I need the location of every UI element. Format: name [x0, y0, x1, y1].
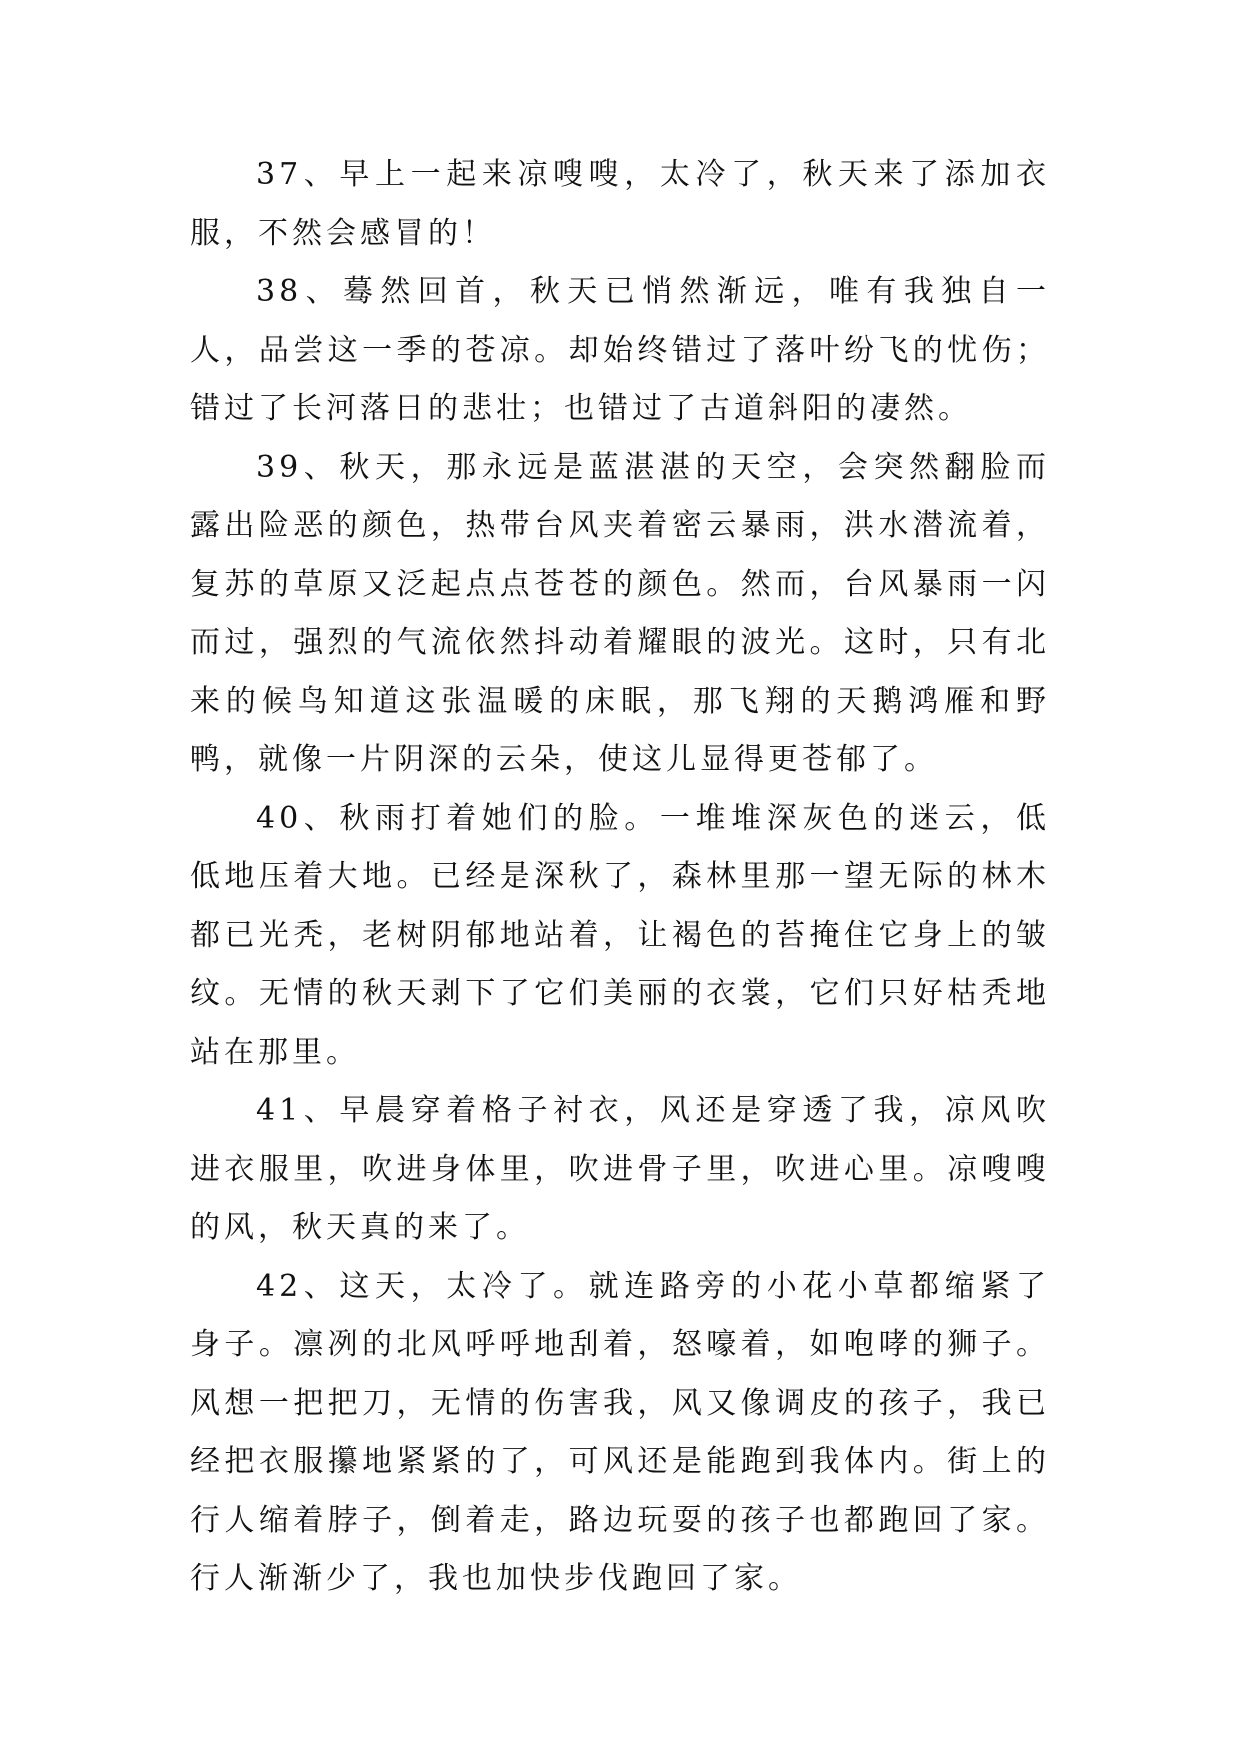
- paragraph-41: 41、早晨穿着格子衬衣，风还是穿透了我，凉风吹进衣服里，吹进身体里，吹进骨子里，吹进心里。凉嗖嗖的风，秋天真的来了。: [190, 1093, 1050, 1245]
- paragraph-40: 40、秋雨打着她们的脸。一堆堆深灰色的迷云，低低地压着大地。已经是深秋了，森林里那一望无际的林木都已光秃，老树阴郁地站着，让褐色的苔掩住它身上的皱纹。无情的秋天剥下了它们美丽的衣裳，它们只好枯秃地站在那里。: [190, 800, 1050, 1070]
- paragraph-38: 38、蓦然回首，秋天已悄然渐远，唯有我独自一人，品尝这一季的苍凉。却始终错过了落叶纷飞的忧伤；错过了长河落日的悲壮；也错过了古道斜阳的凄然。: [190, 274, 1050, 426]
- document-body: [190, 146, 1050, 1609]
- paragraph-39: 39、秋天，那永远是蓝湛湛的天空，会突然翻脸而露出险恶的颜色，热带台风夹着密云暴雨，洪水潜流着，复苏的草原又泛起点点苍苍的颜色。然而，台风暴雨一闪而过，强烈的气流依然抖动着耀眼的波光。这时，只有北来的候鸟知道这张温暖的床眠，那飞翔的天鹅鸿雁和野鸭，就像一片阴深的云朵，使这儿显得更苍郁了。: [190, 449, 1050, 777]
- paragraph-37: 37、早上一起来凉嗖嗖，太冷了，秋天来了添加衣服，不然会感冒的！: [190, 157, 1050, 251]
- paragraph-42: 42、这天，太冷了。就连路旁的小花小草都缩紧了身子。凛冽的北风呼呼地刮着，怒嚎着，如咆哮的狮子。风想一把把刀，无情的伤害我，风又像调皮的孩子，我已经把衣服攥地紧紧的了，可风还是能跑到我体内。街上的行人缩着脖子，倒着走，路边玩耍的孩子也都跑回了家。行人渐渐少了，我也加快步伐跑回了家。: [190, 1268, 1050, 1596]
